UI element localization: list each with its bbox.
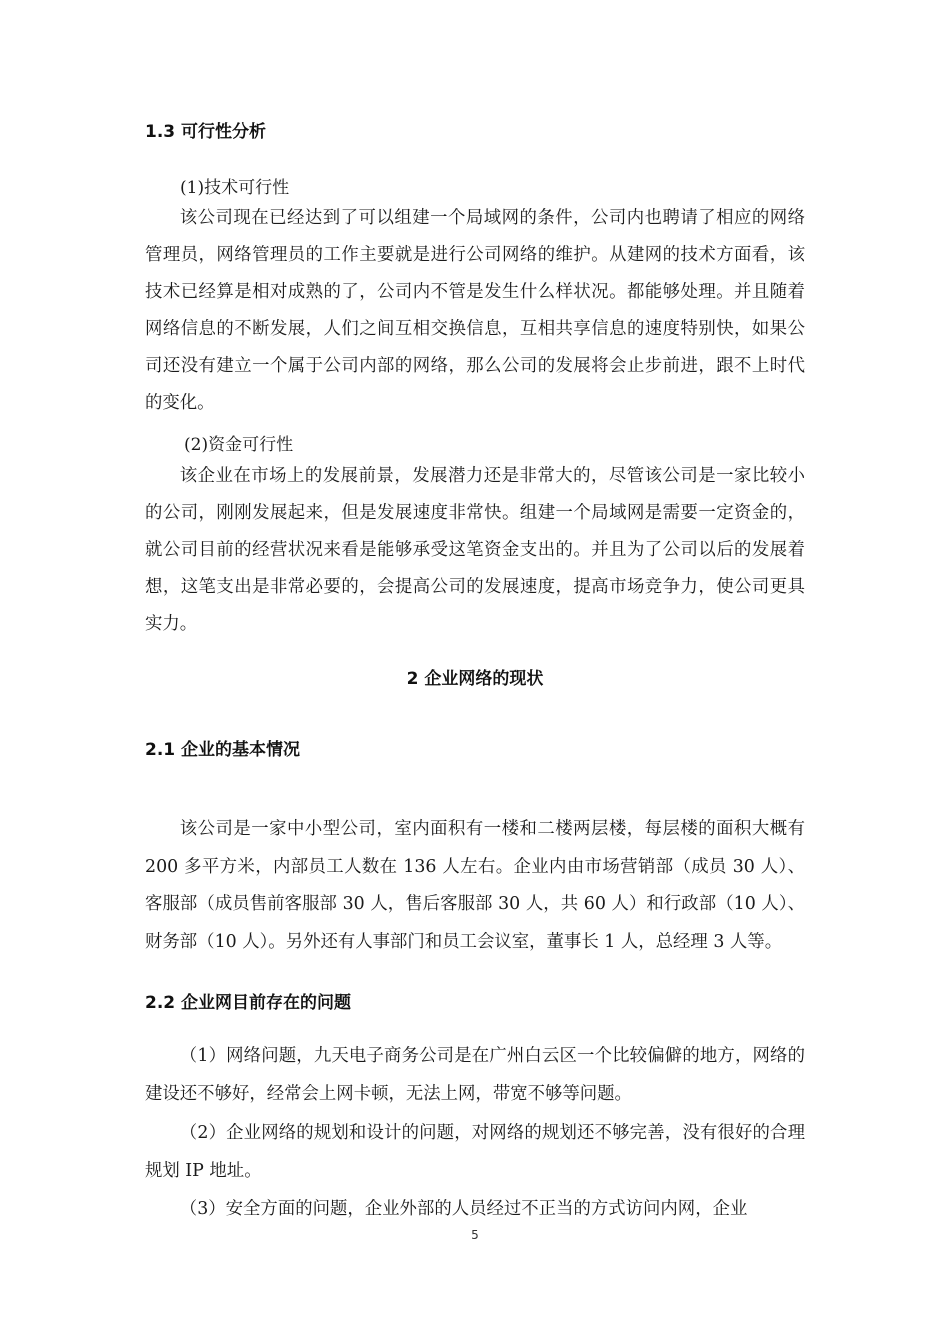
paragraph-tech-feasibility: 该公司现在已经达到了可以组建一个局域网的条件，公司内也聘请了相应的网络管理员，网络管理员的工作主要就是进行公司网络的维护。从建网的技术方面看，该技术已经算是相对成熟的了，公司内不管是发生什么样状况。都能够处理。并且随着网络信息的不断发展，人们之间互相交换信息，互相共享信息的速度特别快，如果公司还没有建立一个属于公司内部的网络，那么公司的发展将会止步前进，跟不上时代的变化。 — [145, 208, 805, 413]
page-number: 5 — [471, 1228, 479, 1242]
section-heading-1-3: 1.3 可行性分析 — [145, 122, 267, 142]
paragraph-problem-network: （1）网络问题，九天电子商务公司是在广州白云区一个比较偏僻的地方，网络的建设还不够好，经常会上网卡顿，无法上网，带宽不够等问题。 — [145, 1046, 805, 1104]
section-heading-2-2: 2.2 企业网目前存在的问题 — [145, 993, 352, 1013]
paragraph-problem-planning: （2）企业网络的规划和设计的问题，对网络的规划还不够完善，没有很好的合理规划 IP 地址。 — [145, 1123, 805, 1181]
paragraph-company-basics: 该公司是一家中小型公司，室内面积有一楼和二楼两层楼，每层楼的面积大概有 200 多平方米，内部员工人数在 136 人左右。企业内由市场营销部（成员 30 人）、客服部（成员售前客服部 30 人，售后客服部 30 人，共 60 人）和行政部（10 人）、财务部（10 人）。另外还有人事部门和员工会议室，董事长 1 人，总经理 3 人等。 — [145, 819, 805, 953]
subheading-fund-feasibility: (2)资金可行性 — [184, 435, 294, 455]
paragraph-fund-feasibility: 该企业在市场上的发展前景，发展潜力还是非常大的，尽管该公司是一家比较小的公司，刚刚发展起来，但是发展速度非常快。组建一个局域网是需要一定资金的，就公司目前的经营状况来看是能够承受这笔资金支出的。并且为了公司以后的发展着想，这笔支出是非常必要的，会提高公司的发展速度，提高市场竞争力，使公司更具实力。 — [145, 466, 805, 634]
chapter-heading-2: 2 企业网络的现状 — [406, 669, 544, 689]
paragraph-problem-security: （3）安全方面的问题，企业外部的人员经过不正当的方式访问内网，企业 — [179, 1199, 748, 1219]
subheading-tech-feasibility: (1)技术可行性 — [180, 178, 290, 198]
section-heading-2-1: 2.1 企业的基本情况 — [145, 740, 301, 760]
